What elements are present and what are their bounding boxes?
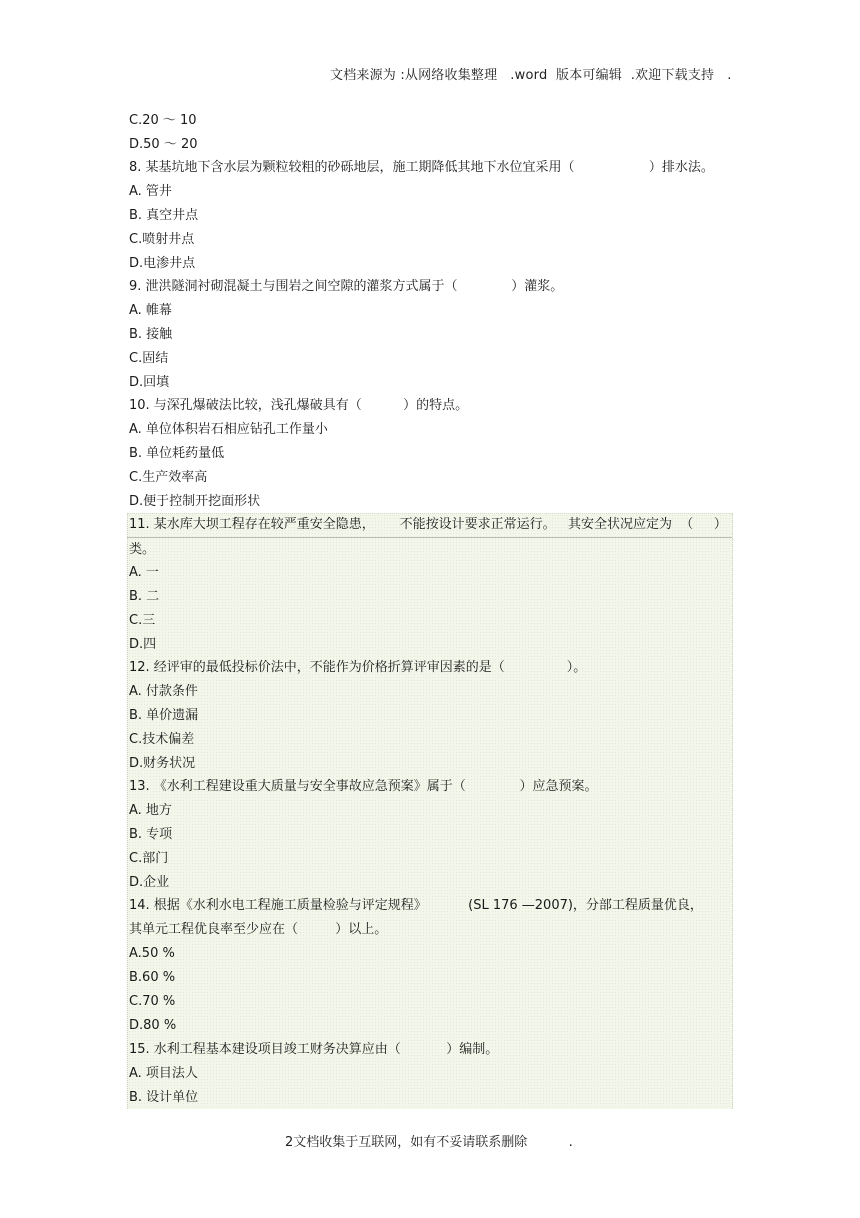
option-line: D.电渗井点 [129,256,196,271]
option-line: A. 帷幕 [129,303,172,318]
option-line: C.生产效率高 [129,470,208,485]
option-line: D.财务状况 [129,756,196,771]
option-line: B. 单价遗漏 [129,708,199,723]
option-line: B.60 % [129,970,176,985]
option-line: B. 专项 [129,827,173,842]
question-15: 15. 水利工程基本建设项目竣工财务决算应由（ ）编制。 [129,1042,499,1057]
option-line: B. 设计单位 [129,1090,199,1105]
option-line: A. 付款条件 [129,684,198,699]
page-number: 2 [285,1135,294,1150]
question-13: 13. 《水利工程建设重大质量与安全事故应急预案》属于（ ）应急预案。 [129,779,598,794]
option-line: D.便于控制开挖面形状 [129,494,261,509]
option-line: A. 项目法人 [129,1066,198,1081]
option-line: C.技术偏差 [129,732,195,747]
option-line: C.部门 [129,851,169,866]
horizontal-rule [127,537,732,538]
option-line: A.50 % [129,946,175,961]
option-line: B. 二 [129,589,160,604]
question-11: 11. 某水库大坝工程存在较严重安全隐患， 不能按设计要求正常运行。 其安全状况应定为 （ ） [129,517,727,532]
option-line: A. 一 [129,565,159,580]
question-14-continued: 其单元工程优良率至少应在（ ）以上。 [129,922,388,937]
option-line: D.企业 [129,875,170,890]
option-line: D.四 [129,637,157,652]
option-line: C.固结 [129,351,169,366]
question-12: 12. 经评审的最低投标价法中，不能作为价格折算评审因素的是（ ）。 [129,660,587,675]
highlighted-section-background [127,513,733,1109]
page-footer [285,1131,573,1150]
option-line: B. 真空井点 [129,208,199,223]
option-line: A. 管井 [129,184,172,199]
option-line: A. 单位体积岩石相应钻孔工作量小 [129,422,328,437]
option-line: C.喷射井点 [129,232,195,247]
option-line: C.三 [129,613,156,628]
question-9: 9. 泄洪隧洞衬砌混凝土与围岩之间空隙的灌浆方式属于（ ）灌浆。 [129,279,564,294]
question-11-continued: 类。 [129,542,156,557]
option-line: A. 地方 [129,803,172,818]
option-line: B. 接触 [129,327,173,342]
option-line: D.50 ～ 20 [129,137,198,152]
footer-note: 文档收集于互联网，如有不妥请联系删除 . [293,1135,573,1150]
option-line: D.80 % [129,1018,177,1033]
option-line: B. 单位耗药量低 [129,446,225,461]
question-14: 14. 根据《水利水电工程施工质量检验与评定规程》 (SL 176 —2007)，分部工程质量优良， [129,898,703,913]
option-line: C.70 % [129,994,176,1009]
question-8: 8. 某基坑地下含水层为颗粒较粗的砂砾地层，施工期降低其地下水位宜采用（ ）排水法。 [129,160,714,175]
option-line: C.20 ～ 10 [129,113,197,128]
question-10: 10. 与深孔爆破法比较，浅孔爆破具有（ ）的特点。 [129,398,469,413]
page-header-note: 文档来源为 :从网络收集整理 .word 版本可编辑 .欢迎下载支持 . [330,68,732,83]
option-line: D.回填 [129,375,170,390]
